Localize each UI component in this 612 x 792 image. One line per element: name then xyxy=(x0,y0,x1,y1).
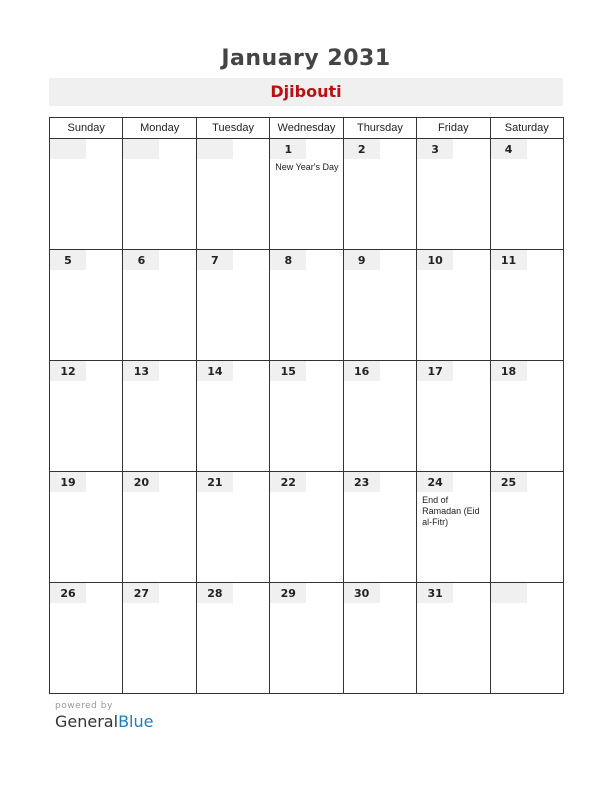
day-number: 21 xyxy=(197,472,233,492)
day-number xyxy=(491,583,527,603)
weekday-wednesday: Wednesday xyxy=(270,118,343,139)
brand-blue: Blue xyxy=(118,712,154,731)
day-cell xyxy=(50,250,123,361)
week-row-4 xyxy=(50,472,564,583)
holiday-label: End of Ramadan (Eid al-Fitr) xyxy=(422,495,480,527)
holiday-label: New Year's Day xyxy=(275,162,339,172)
day-cell xyxy=(270,361,343,472)
day-number: 17 xyxy=(417,361,453,381)
day-number: 7 xyxy=(197,250,233,270)
day-cell xyxy=(196,472,269,583)
day-cell xyxy=(50,139,123,250)
powered-by-label: powered by xyxy=(55,701,113,711)
day-number: 12 xyxy=(50,361,86,381)
day-cell xyxy=(490,583,563,694)
day-cell xyxy=(50,583,123,694)
day-cell xyxy=(490,361,563,472)
day-number: 15 xyxy=(270,361,306,381)
day-cell xyxy=(343,472,416,583)
day-cell xyxy=(50,361,123,472)
day-cell xyxy=(196,139,269,250)
day-cell xyxy=(417,139,490,250)
brand-logo[interactable] xyxy=(55,712,153,731)
day-number: 18 xyxy=(491,361,527,381)
day-cell xyxy=(123,583,196,694)
day-cell xyxy=(196,361,269,472)
day-number: 14 xyxy=(197,361,233,381)
day-number: 16 xyxy=(344,361,380,381)
day-cell xyxy=(417,472,490,583)
day-cell xyxy=(343,250,416,361)
week-row-1 xyxy=(50,139,564,250)
day-cell xyxy=(490,139,563,250)
day-cell xyxy=(417,583,490,694)
day-number: 3 xyxy=(417,139,453,159)
day-cell xyxy=(417,361,490,472)
day-cell xyxy=(343,139,416,250)
day-number: 25 xyxy=(491,472,527,492)
calendar-grid xyxy=(49,117,564,694)
day-number: 6 xyxy=(123,250,159,270)
day-cell xyxy=(490,472,563,583)
day-cell xyxy=(270,250,343,361)
day-number: 11 xyxy=(491,250,527,270)
country-banner xyxy=(49,78,563,106)
day-cell xyxy=(417,250,490,361)
day-number: 22 xyxy=(270,472,306,492)
weekday-saturday: Saturday xyxy=(490,118,563,139)
day-cell xyxy=(123,361,196,472)
day-number xyxy=(50,139,86,159)
day-number: 30 xyxy=(344,583,380,603)
weekday-header-row xyxy=(50,118,564,139)
day-number: 27 xyxy=(123,583,159,603)
day-cell xyxy=(196,583,269,694)
day-number xyxy=(123,139,159,159)
week-row-5 xyxy=(50,583,564,694)
weekday-thursday: Thursday xyxy=(343,118,416,139)
day-cell xyxy=(50,472,123,583)
day-number: 23 xyxy=(344,472,380,492)
day-cell xyxy=(123,139,196,250)
weekday-friday: Friday xyxy=(417,118,490,139)
day-number: 2 xyxy=(344,139,380,159)
brand-general: General xyxy=(55,712,119,731)
day-number: 4 xyxy=(491,139,527,159)
day-number: 31 xyxy=(417,583,453,603)
day-number: 28 xyxy=(197,583,233,603)
footer-branding xyxy=(55,701,153,731)
day-number: 5 xyxy=(50,250,86,270)
week-row-2 xyxy=(50,250,564,361)
day-cell xyxy=(270,139,343,250)
day-number: 1 xyxy=(270,139,306,159)
day-number: 9 xyxy=(344,250,380,270)
weekday-tuesday: Tuesday xyxy=(196,118,269,139)
weekday-monday: Monday xyxy=(123,118,196,139)
country-name: Djibouti xyxy=(270,82,342,101)
day-number: 26 xyxy=(50,583,86,603)
day-number: 20 xyxy=(123,472,159,492)
day-number: 24 xyxy=(417,472,453,492)
day-cell xyxy=(343,361,416,472)
day-cell xyxy=(490,250,563,361)
day-cell xyxy=(270,583,343,694)
day-cell xyxy=(196,250,269,361)
day-number: 19 xyxy=(50,472,86,492)
weekday-sunday: Sunday xyxy=(50,118,123,139)
day-number: 13 xyxy=(123,361,159,381)
calendar-title: January 2031 xyxy=(221,46,391,71)
day-number xyxy=(197,139,233,159)
week-row-3 xyxy=(50,361,564,472)
day-number: 8 xyxy=(270,250,306,270)
day-number: 29 xyxy=(270,583,306,603)
day-cell xyxy=(123,250,196,361)
day-cell xyxy=(343,583,416,694)
day-number: 10 xyxy=(417,250,453,270)
day-cell xyxy=(123,472,196,583)
day-cell xyxy=(270,472,343,583)
